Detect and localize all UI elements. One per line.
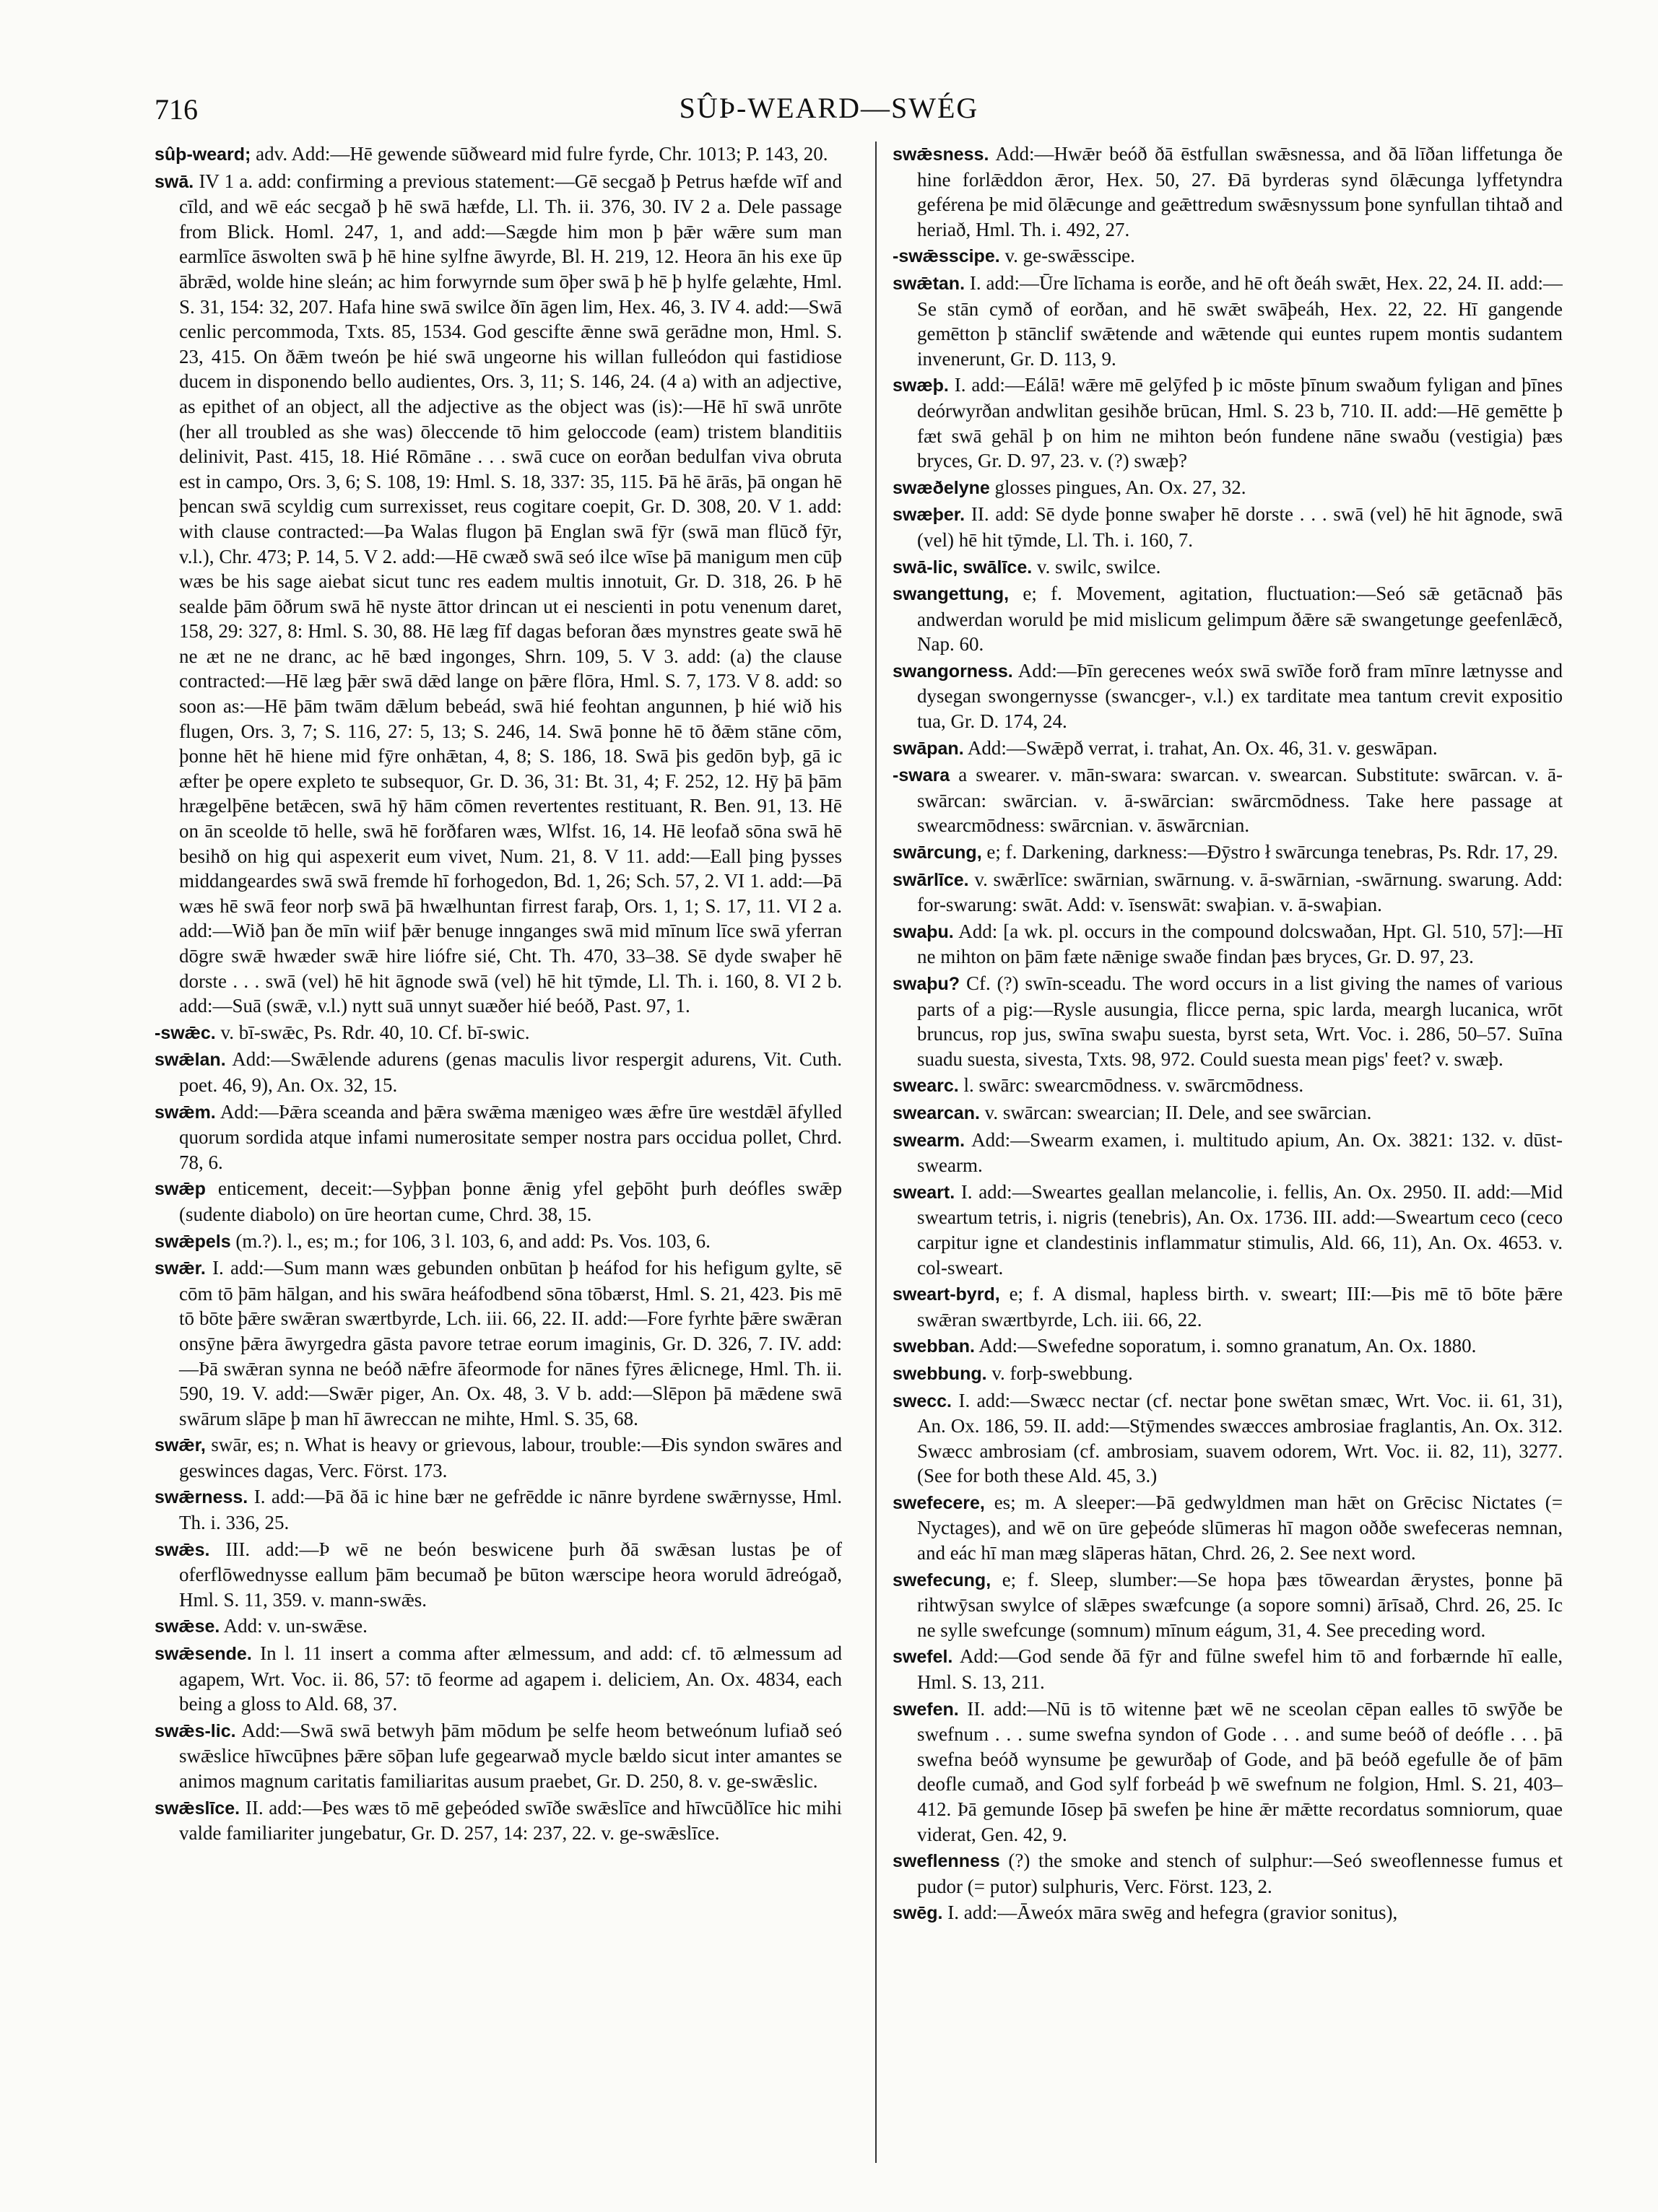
- entry-text: I. add:—Ūre līchama is eorðe, and hē oft ðeáh swǣt, Hex. 22, 24. II. add:—Se stān cymð of eorðan, and hē swǣt swāþeáh, Hex. 22, 22. Hī gangende gemētton þ stānclif swǣtende and wǣtende qui euntes rupem montis sudantem invenerunt, Gr. D. 113, 9.: [917, 271, 1563, 370]
- dictionary-entry: [893, 1388, 1563, 1489]
- entry-text: In l. 11 insert a comma after ælmessum, and add: cf. tō ælmessum ad agapem, Wrt. Voc. ii. 86, 57: tō feorme ad agapem i. deliciem, An. Ox. 4834, each being a gloss to Ald. 68, 37.: [179, 1642, 842, 1715]
- entry-text: v. ge-swǣsscipe.: [1004, 245, 1135, 267]
- entry-text: es; m. A sleeper:—Þā gedwyldmen man hǣt on Grēcisc Nictates (= Nyctages), and wē on ūre geþeóde slūmeras hī magon oððe swefeceras nemnan, and eác hī man mæg slāperas hātan, Chrd. 26, 2. See next word.: [917, 1491, 1563, 1564]
- dictionary-entry: [893, 141, 1563, 242]
- entry-text: e; f. Sleep, slumber:—Se hopa þæs tōweardan ǣrystes, þonne þā rihtwȳsan swylce of slǣpes swæfcunge (a sopore somni) ārīsað, Chrd. 26, 25. Ic ne sylle swefcunge (somnum) mīnum eágum, 31, 4. See preceding word.: [917, 1568, 1563, 1641]
- entry-text: Cf. (?) swīn-sceadu. The word occurs in a list giving the names of various parts of a pig:—Rysle ausungia, flicce perna, spic larda, meargh lucanica, wrōt bruncus, rop jus, swīna swaþu suesta, byrst seta, Wrt. Voc. i. 286, 50–57. Suīna suadu suesta, sivesta, Txts. 98, 972. Could suesta mean pigs' feet? v. swæþ.: [917, 972, 1563, 1070]
- entry-headword: swefecere,: [893, 1492, 985, 1513]
- entry-text: l. swārc: swearcmōdness. v. swārcmōdness.: [963, 1074, 1304, 1097]
- dictionary-entry: [893, 502, 1563, 552]
- entry-text: v. bī-swǣc, Ps. Rdr. 40, 10. Cf. bī-swic.: [220, 1021, 530, 1043]
- running-head: SÛÞ-WEARD—SWÉG: [679, 92, 979, 124]
- entry-headword: swǣtan.: [893, 273, 965, 294]
- entry-text: Add:—Swǣlende adurens (genas maculis livor respergit adurens, Vit. Cuth. poet. 46, 9), An. Ox. 32, 15.: [179, 1048, 842, 1096]
- dictionary-entry: [893, 271, 1563, 371]
- dictionary-entry: [893, 1073, 1563, 1099]
- entry-headword: swebban.: [893, 1336, 975, 1357]
- entry-text: a swearer. v. mān-swara: swarcan. v. swearcan. Substitute: swārcan. v. ā-swārcan: swārcian. v. ā-swārcian: swārcmōdness. Take here passage at swearcmōdness: swārcnian. v. āswārcnian.: [917, 764, 1563, 837]
- entry-headword: swaþu?: [893, 974, 960, 994]
- entry-headword: swæþ.: [893, 375, 949, 396]
- entry-text: Add:—Þǣra sceanda and þǣra swǣma mænigeo wæs ǣfre ūre westdǣl āfylled quorum sordida atque infami numerositate semper nostra pars occidua pollet, Chrd. 78, 6.: [179, 1100, 842, 1173]
- entry-text: v. forþ-swebbung.: [991, 1362, 1133, 1384]
- entry-headword: swārcung,: [893, 842, 982, 863]
- dictionary-entry: [893, 919, 1563, 970]
- entry-headword: swǣp: [155, 1179, 206, 1200]
- dictionary-entry: [155, 1229, 842, 1255]
- entry-text: enticement, deceit:—Syþþan þonne ǣnig yfel geþōht þurh deófles swǣp (sudente diabolo) on ūre heortan cume, Chrd. 38, 15.: [179, 1177, 842, 1225]
- entry-text: v. swilc, swilce.: [1036, 555, 1161, 578]
- dictionary-entry: [893, 1128, 1563, 1178]
- dictionary-entry: [893, 840, 1563, 866]
- entry-text: II. add:—Þes wæs tō mē geþeóded swīðe swǣslīce and hīwcūðlīce hic mihi valde familiariter jungebatur, Gr. D. 257, 14: 237, 22. v. ge-swǣslīce.: [179, 1796, 842, 1845]
- entry-text: (m.?). l., es; m.; for 106, 3 l. 103, 6, and add: Ps. Vos. 103, 6.: [235, 1229, 711, 1252]
- left-column: [155, 141, 842, 2163]
- entry-text: e; f. A dismal, hapless birth. v. sweart; III:—Þis mē tō bōte þǣre swǣran swærtbyrde, Lch. iii. 66, 22.: [917, 1283, 1563, 1331]
- entry-headword: swǣrness.: [155, 1487, 248, 1508]
- dictionary-entry: [155, 1641, 842, 1717]
- dictionary-entry: [893, 1281, 1563, 1332]
- dictionary-entry: [155, 1020, 842, 1046]
- text-columns: [155, 141, 1563, 2163]
- dictionary-entry: [893, 554, 1563, 580]
- dictionary-entry: [155, 1484, 842, 1535]
- dictionary-entry: [893, 1333, 1563, 1359]
- entry-headword: swæþer.: [893, 505, 965, 526]
- dictionary-entry: [893, 971, 1563, 1071]
- entry-headword: swebbung.: [893, 1363, 987, 1384]
- entry-text: swār, es; n. What is heavy or grievous, labour, trouble:—Ðis syndon swāres and geswinces dagas, Verc. Först. 173.: [179, 1434, 842, 1481]
- entry-headword: swefecung,: [893, 1569, 991, 1590]
- entry-headword: swǣm.: [155, 1102, 216, 1123]
- dictionary-entry: [155, 1614, 842, 1640]
- entry-text: (?) the smoke and stench of sulphur:—Seó sweoflennesse fumus et pudor (= putor) sulphuris, Verc. Först. 123, 2.: [917, 1850, 1563, 1897]
- entry-headword: swārlīce.: [893, 869, 969, 890]
- entry-text: Add:—God sende ðā fȳr and fūlne swefel him tō and forbærnde hī ealle, Hml. S. 13, 211.: [917, 1645, 1563, 1694]
- dictionary-entry: [893, 658, 1563, 734]
- dictionary-entry: [893, 1361, 1563, 1387]
- entry-text: v. swārcan: swearcian; II. Dele, and see swārcian.: [984, 1101, 1372, 1123]
- entry-headword: swecc.: [893, 1390, 952, 1411]
- entry-headword: swefen.: [893, 1699, 959, 1720]
- entry-text: Add:—Swā swā betwyh þām mōdum þe selfe heom betweónum lufiað seó swǣslice hīwcūþnes þǣre sōþan lufe gegearwað mycle bældo sicut inter amantes se animos magnum caritatis familiaritas ausum praebet, Gr. D. 250, 8. v. ge-swǣslic.: [179, 1719, 842, 1792]
- entry-text: I. add:—Āweóx māra swēg and hefegra (gravior sonitus),: [947, 1902, 1398, 1924]
- dictionary-entry: [155, 1537, 842, 1613]
- dictionary-entry: [893, 1100, 1563, 1126]
- entry-text: adv. Add:—Hē gewende sūðweard mid fulre fyrde, Chr. 1013; P. 143, 20.: [256, 143, 828, 165]
- dictionary-entry: [893, 1490, 1563, 1566]
- dictionary-entry: [155, 1176, 842, 1227]
- dictionary-entry: [893, 1644, 1563, 1694]
- entry-text: I. add:—Swæcc nectar (cf. nectar þone swētan smæc, Wrt. Voc. ii. 61, 31), An. Ox. 186, 59. II. add:—Stȳmendes swæcces ambrosiae fraglantis, An. Ox. 312. Swæcc ambrosiam (cf. ambrosiam, suavem odorem, Wrt. Voc. ii. 82, 11), 3277. (See for both these Ald. 45, 3.): [917, 1389, 1563, 1487]
- dictionary-entry: [893, 243, 1563, 269]
- dictionary-entry: [155, 141, 842, 167]
- entry-text: Add:—Swefedne soporatum, i. somno granatum, An. Ox. 1880.: [978, 1335, 1477, 1357]
- entry-headword: swæðelyne: [893, 477, 990, 498]
- entry-headword: swǣslīce.: [155, 1798, 240, 1819]
- entry-text: I. add:—Sum mann wæs gebunden onbūtan þ heáfod for his hefigum gylte, sē cōm tō þām hālgan, and his swāra heáfodbend sōna tōbærst, Hml. S. 21, 423. Þis mē tō bōte þǣre swǣran swærtbyrde, Lch. iii. 66, 22. II. add:—Fore fyrhte þǣre swǣran onsȳne þǣra āwyrgedra gāsta pavore tetrae eorum imaginis, Gr. D. 326, 7. IV. add:—Þā swǣran synna ne beóð nǣfre āfeormode for nānes fȳres ǣlicnege, Hml. Th. ii. 590, 19. V. add:—Swǣr piger, An. Ox. 48, 3. V b. add:—Slēpon þā mǣdene swā swārum slāpe þ man hī āwreccan ne mihte, Hml. S. 35, 68.: [179, 1257, 842, 1429]
- entry-headword: swā-lic, swālīce.: [893, 557, 1033, 578]
- dictionary-entry: [893, 475, 1563, 501]
- entry-text: v. swǣrlīce: swārnian, swārnung. v. ā-swārnian, -swārnung. swarung. Add: for-swarung: swāt. Add: v. īsenswāt: swaþian. v. ā-swaþian.: [917, 868, 1563, 916]
- entry-headword: swefel.: [893, 1647, 953, 1668]
- entry-text: glosses pingues, An. Ox. 27, 32.: [994, 476, 1246, 498]
- entry-headword: swǣr.: [155, 1258, 206, 1279]
- entry-headword: swearc.: [893, 1076, 959, 1097]
- entry-headword: swǣs-lic.: [155, 1720, 236, 1741]
- entry-text: II. add:—Nū is tō witenne þæt wē ne sceolan cēpan ealles tō swȳðe be swefnum . . . sume swefna syndon of Gode . . . and sume beóð of deófle . . . þā swefna beóð wynsume þe gewurðaþ of Gode, and þā beóð egefulle ðe of þām deofle cumað, and God sylf forbeád þ wē swefnum ne folgion, Hml. S. 21, 403–412. Þā gemunde Iōsep þā swefen þe hine ǣr mǣtte recordatus somniorum, quae viderat, Gen. 42, 9.: [917, 1697, 1563, 1845]
- entry-text: I. add:—Eálā! wǣre mē gelȳfed þ ic mōste þīnum swaðum fyligan and þīnes deórwyrðan andwlitan gesihðe brūcan, Hml. S. 23 b, 710. II. add:—Hē gemētte þ fæt swā gehāl þ on him ne mihton beón fundene nāne swaðu (vestigia) þæs bryces, Gr. D. 97, 23. v. (?) swæþ?: [917, 374, 1563, 472]
- entry-headword: sweart-byrd,: [893, 1284, 1000, 1305]
- dictionary-entry: [893, 762, 1563, 838]
- entry-headword: swearcan.: [893, 1102, 980, 1123]
- entry-text: I. add:—Þā ðā ic hine bær ne gefrēdde ic nānre byrdene swǣrnysse, Hml. Th. i. 336, 25.: [179, 1486, 842, 1534]
- right-column: [875, 141, 1563, 2163]
- entry-headword: swǣpels: [155, 1231, 231, 1252]
- entry-text: IV 1 a. add: confirming a previous statement:—Gē secgað þ Petrus hæfde wīf and cīld, and wē eác secgað þ hē swā hæfde, Ll. Th. ii. 376, 30. IV 2 a. Dele passage from Blick. Homl. 247, 1, and add:—Sægde him mon þ þǣr wǣre sum man earmlīce āswolten swā þ hē hine sylfne āwyrde, Bl. H. 219, 12. Heora ān his exe ūp ābrǣd, wolde hine sleán; ac him forwyrnde sum ōþer swā þ hē þ hylfe gelæhte, Hml. S. 31, 154: 32, 207. Hafa hine swā swilce ðīn āgen lim, Hex. 46, 3. IV 4. add:—Swā cenlic percommoda, Txts. 85, 1534. God gescifte ǣnne swā gerādne mon, Hml. S. 23, 415. On ðǣm tweón þe hié swā ungeorne his willan fulleódon qui fastidiose ducem in disponendo bello audientes, Ors. 3, 11; S. 146, 24. (4 a) with an adjective, as epithet of an object, all the adjective as the object was (is):—Hē hī swā unrōte (her all troubled as she was) ōleccende tō him geloccode (eam) tristem blanditiis delinivit, Past. 415, 18. Hié Rōmāne . . . swā cuce on eorðan bedulfan viva obruta est in campo, Ors. 3, 6; S. 108, 19: Hml. S. 18, 337: 35, 115. Þā hē ārās, þā ongan hē þencan swā scyldig cum surrexisset, reus cogitare coepit, Gr. D. 308, 20. V 1. add: with clause contracted:—Þa Walas flugon þā Englan swā fȳr (swā man flūcð fȳr, v.l.), Chr. 473; P. 14, 5. V 2. add:—Hē cwæð swā seó ilce wīse þā manigum men cūþ wæs be his sage aiebat sicut tunc res eadem multis innotuit, Gr. D. 318, 26. Þ hē sealde þām ōðrum swā hē nyste āttor drincan ut ei nescienti in potu venenum daret, 158, 29: 327, 8: Hml. S. 30, 88. Hē læg fīf dagas beforan ðæs mynstres geate swā hē ne æt ne ne dranc, ac hē bæd ingonges, Shrn. 109, 5. V 3. add: (a) the clause contracted:—Hē læg þǣr swā dǣd lange on þǣre flōra, Hml. S. 7, 173. V 8. add: so soon as:—Hē þām twām dǣlum bebeád, swā hié feohtan angunnen, þ hié wið his flugen, Ors. 3, 7; S. 116, 27: 5, 13; S. 246, 14. Swā þonne hē tō ðǣm stāne cōm, þonne hēt hē hiene mid fȳre onhǣtan, 4, 8; S. 186, 18. Swā þis gedōn byþ, gā ic æfter þe opere expleto te subsequor, Gr. D. 36, 31: Bt. 31, 4; F. 252, 12. Hȳ þā þām hrægelþēne betǣcen, swā hȳ hām cōmen revertentes restituant, R. Ben. 91, 13. Hē on ān sceolde tō helle, swā hē forðfaren wæs, Wlfst. 16, 14. Hē leofað sōna swā hē besihð on hig qui aspexerit eum vivet, Num. 21, 8. V 11. add:—Eall þing þysses middangeardes swā swā fremde hī forhogedon, Bd. 1, 26; Sch. 57, 2. VI 1. add:—Þā wæs hē swā feor norþ swā þā hwælhuntan firrest faraþ, Ors. 1, 1; S. 17, 11. VI 2 a. add:—Wið þan ðe mīn wiif þǣr benuge innganges swā mid mīnum līce swā yferran dōgre swǣ hwæder swǣ hire liófre sié, Cht. Th. 470, 33–38. Sē dyde swaþer hē dorste . . . swā (vel) hē hit āgnode swā (vel) hē hit tȳmde, Ll. Th. i. 160, 8. VI 2 b. add:—Suā (swǣ, v.l.) nytt suā unnyt suæðer hié beóð, Past. 97, 1.: [179, 170, 842, 1017]
- entry-text: Add: [a wk. pl. occurs in the compound dolcswaðan, Hpt. Gl. 510, 57]:—Hī ne mihton on þām fæte nǣnige swaðe findan þæs bryces, Gr. D. 97, 23.: [917, 920, 1563, 968]
- page-number: 716: [155, 93, 198, 126]
- entry-headword: swǣse.: [155, 1616, 220, 1637]
- entry-headword: swǣsness.: [893, 144, 989, 165]
- entry-headword: swangorness.: [893, 661, 1013, 682]
- dictionary-entry: [893, 581, 1563, 657]
- dictionary-entry: [893, 373, 1563, 473]
- entry-headword: sweart.: [893, 1182, 955, 1203]
- entry-text: Add:—Þīn gerecenes weóx swā swīðe forð fram mīnre lætnysse and dysegan swongernysse (swancger-, v.l.) ex tarditate mea tantum crevit expositio tua, Gr. D. 174, 24.: [917, 659, 1563, 733]
- dictionary-entry: [893, 867, 1563, 918]
- entry-text: Add: v. un-swǣse.: [223, 1615, 368, 1637]
- dictionary-entry: [893, 1180, 1563, 1280]
- dictionary-entry: [893, 1848, 1563, 1899]
- entry-text: e; f. Movement, agitation, fluctuation:—Seó sǣ getācnað þās andwerdan woruld þe mid mislicum gelimpum ðǣre sǣ swangetunge geefenlǣcð, Nap. 60.: [917, 583, 1563, 656]
- entry-headword: swǣr,: [155, 1435, 206, 1456]
- dictionary-entry: [155, 169, 842, 1019]
- entry-headword: -swara: [893, 765, 950, 786]
- entry-text: II. add: Sē dyde þonne swaþer hē dorste . . . swā (vel) hē hit āgnode, swā (vel) hē hit tȳmde, Ll. Th. i. 160, 7.: [917, 503, 1563, 551]
- entry-headword: swā.: [155, 171, 194, 192]
- dictionary-entry: [893, 736, 1563, 762]
- dictionary-entry: [155, 1718, 842, 1794]
- dictionary-entry: [155, 1047, 842, 1097]
- entry-headword: swǣlan.: [155, 1050, 226, 1071]
- entry-headword: sweflenness: [893, 1851, 1000, 1872]
- dictionary-entry: [893, 1697, 1563, 1847]
- entry-headword: swangettung,: [893, 584, 1010, 605]
- dictionary-entry: [155, 1795, 842, 1846]
- entry-headword: swaþu.: [893, 921, 954, 942]
- entry-headword: swearm.: [893, 1130, 965, 1151]
- entry-text: e; f. Darkening, darkness:—Ðȳstro ł swārcunga tenebras, Ps. Rdr. 17, 29.: [986, 841, 1558, 863]
- entry-headword: sûþ-weard;: [155, 144, 251, 165]
- entry-headword: swēg.: [893, 1903, 943, 1924]
- entry-headword: -swǣsscipe.: [893, 246, 1000, 267]
- entry-headword: swǣsende.: [155, 1644, 252, 1665]
- dictionary-entry: [893, 1567, 1563, 1643]
- entry-text: Add:—Hwǣr beóð ðā ēstfullan swǣsnessa, and ðā līðan liffetunga ðe hine forlǣddon ǣror, Hex. 50, 27. Ðā byrderas synd ōlǣcunga lyffetyndra geférena þe mid ōlǣcunge and geǣttredum swǣsnyssum þone synfullan tihtað and heriað, Hml. Th. i. 492, 27.: [917, 143, 1563, 240]
- entry-text: I. add:—Sweartes geallan melancolie, i. fellis, An. Ox. 2950. II. add:—Mid sweartum tetris, i. nigris (tenebris), An. Ox. 1736. III. add:—Sweartum ceco (ceco carpitur igne et clandestinis inflammatur stimulis, Ald. 66, 11), An. Ox. 4653. v. col-sweart.: [917, 1180, 1563, 1279]
- dictionary-entry: [893, 1900, 1563, 1926]
- entry-headword: -swǣc.: [155, 1022, 216, 1043]
- dictionary-entry: [155, 1432, 842, 1483]
- entry-text: III. add:—Þ wē ne beón beswicene þurh ðā swǣsan lustas þe of oferflōwednysse eallum þām becumað þe būton wærscipe heora woruld ādreógað, Hml. S. 11, 359. v. mann-swǣs.: [179, 1538, 842, 1611]
- entry-text: Add:—Swǣpð verrat, i. trahat, An. Ox. 46, 31. v. geswāpan.: [967, 736, 1438, 759]
- entry-headword: swāpan.: [893, 738, 964, 759]
- dictionary-entry: [155, 1255, 842, 1431]
- dictionary-entry: [155, 1100, 842, 1175]
- entry-text: Add:—Swearm examen, i. multitudo apium, An. Ox. 3821: 132. v. dūst-swearm.: [917, 1128, 1563, 1177]
- entry-headword: swǣs.: [155, 1539, 210, 1560]
